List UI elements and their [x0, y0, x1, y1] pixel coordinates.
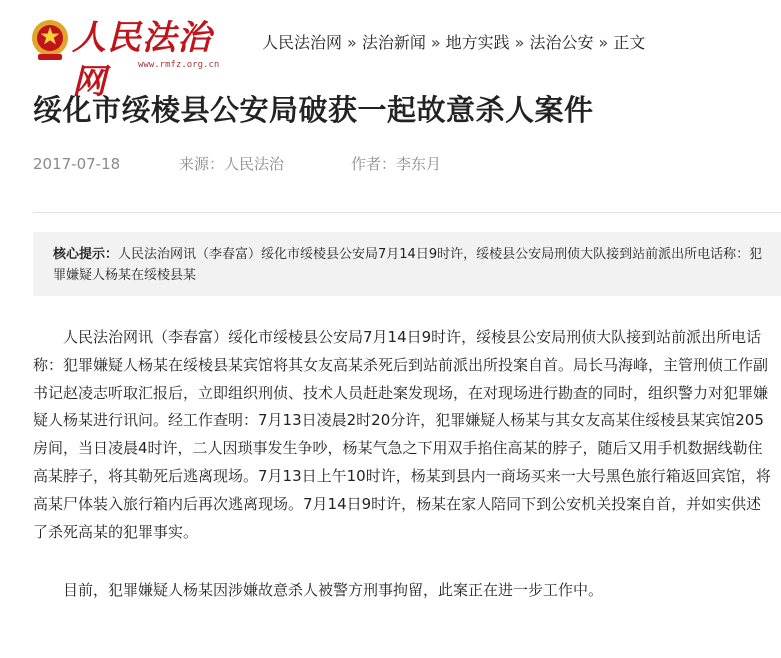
logo-url: www.rmfz.org.cn	[138, 60, 220, 70]
article-title: 绥化市绥棱县公安局破获一起故意杀人案件	[33, 93, 594, 127]
summary-label: 核心提示：	[53, 247, 119, 262]
article-paragraph: 人民法治网讯（李春富）绥化市绥棱县公安局7月14日9时许，绥棱县公安局刑侦大队接到站前派出所电话称：犯罪嫌疑人杨某在绥棱县某宾馆将其女友高某杀死后到站前派出所投案自首。局长马海峰，主管刑侦工作副书记赵凌志听取汇报后，立即组织刑侦、技术人员赶赴案发现场，在对现场进行勘查的同时，组织警力对犯罪嫌疑人杨某进行讯问。经工作查明：7月13日凌晨2时20分许，犯罪嫌疑人杨某与其女友高某住绥棱县某宾馆205房间，当日凌晨4时许，二人因琐事发生争吵，杨某气急之下用双手掐住高某的脖子，随后又用手机数据线勒住高某脖子，将其勒死后逃离现场。7月13日上午10时许，杨某到县内一商场买来一大号黑色旅行箱返回宾馆，将高某尸体装入旅行箱内后再次逃离现场。7月14日9时许，杨某在家人陪同下到公安机关投案自首，并如实供述了杀死高某的犯罪事实。	[33, 328, 771, 541]
breadcrumb-separator: »	[430, 33, 441, 52]
site-logo[interactable]	[30, 16, 245, 102]
article-summary	[33, 232, 781, 296]
logo-wordmark: 人民法治网	[72, 18, 212, 102]
divider	[33, 212, 781, 213]
breadcrumb	[262, 30, 645, 56]
breadcrumb-public-security[interactable]: 法治公安	[529, 33, 594, 52]
article-source: 来源：人民法治	[179, 155, 285, 173]
summary-text: 人民法治网讯（李春富）绥化市绥棱县公安局7月14日9时许，绥棱县公安局刑侦大队接到站前派出所电话称：犯罪嫌疑人杨某在绥棱县某	[53, 247, 763, 283]
breadcrumb-separator: »	[598, 33, 609, 52]
article-paragraph: 目前，犯罪嫌疑人杨某因涉嫌故意杀人被警方刑事拘留，此案正在进一步工作中。	[63, 581, 604, 600]
breadcrumb-current: 正文	[613, 33, 646, 52]
site-header	[0, 0, 781, 102]
article-meta	[33, 152, 441, 176]
article-body	[33, 324, 773, 605]
breadcrumb-separator: »	[514, 33, 525, 52]
publish-date: 2017-07-18	[33, 155, 121, 173]
national-emblem-icon	[30, 18, 70, 62]
breadcrumb-news[interactable]: 法治新闻	[361, 33, 426, 52]
article-author: 作者：李东月	[351, 155, 442, 173]
breadcrumb-local-practice[interactable]: 地方实践	[445, 33, 510, 52]
breadcrumb-separator: »	[347, 33, 357, 52]
breadcrumb-home[interactable]: 人民法治网	[262, 33, 343, 52]
